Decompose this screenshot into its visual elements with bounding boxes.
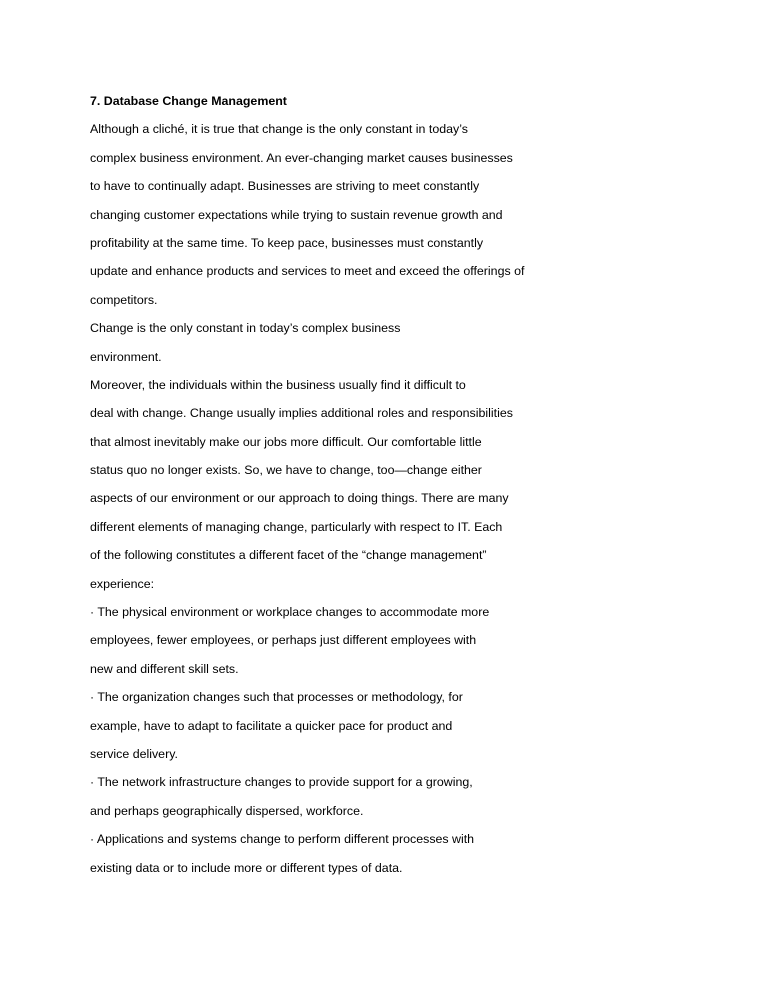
text-line: aspects of our environment or our approach to doing things. There are many <box>90 491 509 506</box>
text-line: experience: <box>90 576 155 591</box>
text-line: to have to continually adapt. Businesses are striving to meet constantly <box>90 179 480 194</box>
text-line: profitability at the same time. To keep pace, businesses must constantly <box>90 235 484 250</box>
text-line: Although a cliché, it is true that change is the only constant in today’s <box>90 122 468 137</box>
bullet-item-line: · Applications and systems change to perform different processes with <box>90 832 475 847</box>
text-line: deal with change. Change usually implies additional roles and responsibilities <box>90 406 513 421</box>
text-line: of the following constitutes a different facet of the “change management” <box>90 548 487 563</box>
bullet-item-line: employees, fewer employees, or perhaps just different employees with <box>90 633 477 648</box>
bullet-item-line: example, have to adapt to facilitate a quicker pace for product and <box>90 718 453 733</box>
text-line: different elements of managing change, particularly with respect to IT. Each <box>90 519 503 534</box>
bullet-item-line: new and different skill sets. <box>90 661 239 676</box>
text-line: that almost inevitably make our jobs more difficult. Our comfortable little <box>90 434 482 449</box>
bullet-item-line: · The physical environment or workplace changes to accommodate more <box>90 605 490 620</box>
bullet-item-line: · The network infrastructure changes to provide support for a growing, <box>90 775 473 790</box>
pull-quote-line: environment. <box>90 349 162 364</box>
text-line: Moreover, the individuals within the business usually find it difficult to <box>90 377 466 392</box>
document-body <box>90 87 560 882</box>
bullet-item-line: existing data or to include more or different types of data. <box>90 860 403 875</box>
text-line: competitors. <box>90 292 158 307</box>
bullet-item-line: · The organization changes such that processes or methodology, for <box>90 690 463 705</box>
text-line: update and enhance products and services to meet and exceed the offerings of <box>90 264 525 279</box>
text-line: changing customer expectations while trying to sustain revenue growth and <box>90 207 503 222</box>
pull-quote-line: Change is the only constant in today’s complex business <box>90 321 401 336</box>
bullet-item-line: and perhaps geographically dispersed, workforce. <box>90 803 364 818</box>
section-heading: 7. Database Change Management <box>90 94 287 108</box>
text-line: complex business environment. An ever-changing market causes businesses <box>90 150 513 165</box>
bullet-item-line: service delivery. <box>90 746 178 761</box>
text-line: status quo no longer exists. So, we have to change, too—change either <box>90 463 482 478</box>
